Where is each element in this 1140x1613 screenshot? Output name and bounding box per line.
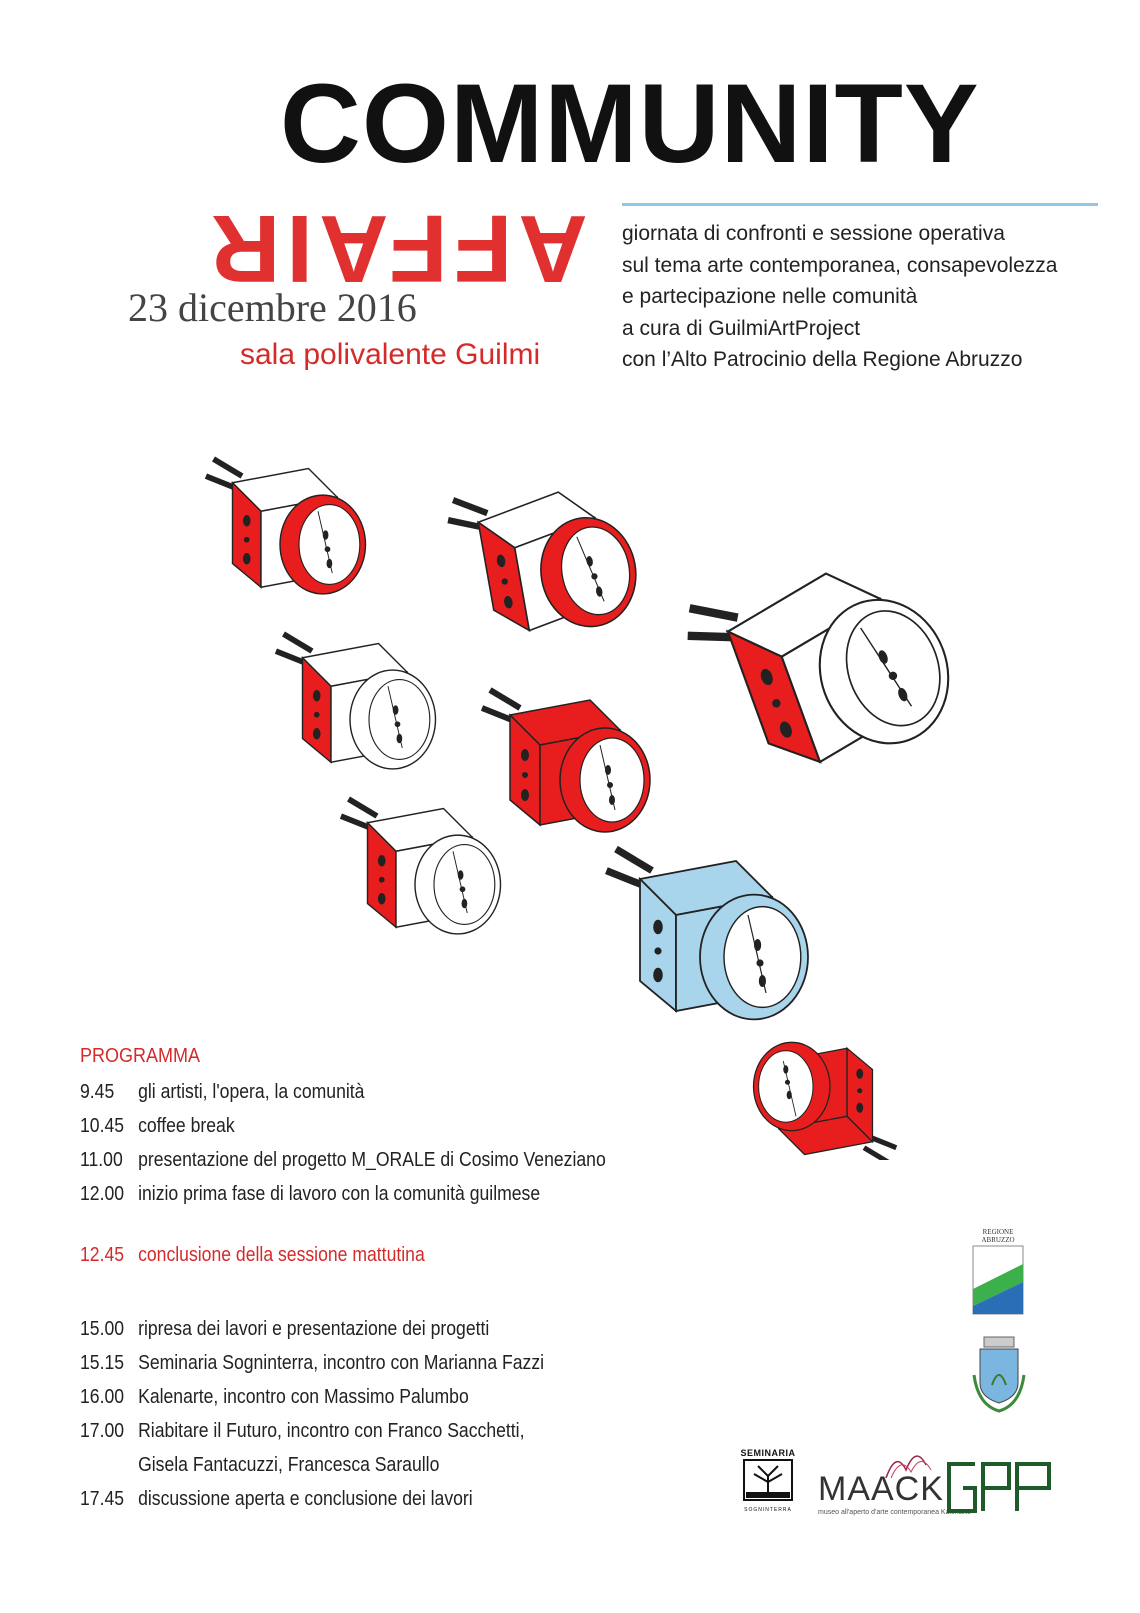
programme-item: Gisela Fantacuzzi, Francesca Saraullo [138,1454,440,1476]
programme-item: 12.00 inizio prima fase di lavoro con la comunità guilmese [80,1183,541,1205]
event-date: 23 dicembre 2016 [128,285,417,330]
comune-guilmi-crest [968,1335,1030,1420]
programme-item: 10.45 coffee break [80,1115,235,1137]
programme-item: 11.00 presentazione del progetto M_ORALE di Cosimo Veneziano [80,1149,606,1171]
mirrored-subtitle: AFFAIR [205,195,588,302]
programme-heading: PROGRAMMA [80,1045,201,1067]
event-description [622,218,1057,376]
programme-item: 17.45 discussione aperta e conclusione dei lavori [80,1488,473,1510]
divider-line [622,203,1098,206]
description-line: giornata di confronti e sessione operativa [622,222,1005,245]
regione-abruzzo-logo: REGIONE ABRUZZO [968,1228,1028,1329]
event-venue: sala polivalente Guilmi [240,338,541,371]
gap-monogram-icon [945,1460,1055,1515]
maack-swirl-icon [876,1440,936,1480]
programme-item: 9.45 gli artisti, l'opera, la comunità [80,1081,365,1103]
regione-shield-icon [968,1244,1028,1324]
municipal-crest-icon [968,1335,1030,1415]
description-line: e partecipazione nelle comunità [622,285,918,308]
programme-item: 17.00 Riabitare il Futuro, incontro con Franco Sacchetti, [80,1420,525,1442]
description-line: a cura di GuilmiArtProject [622,316,861,340]
gap-logo [945,1460,1055,1520]
description-line: sul tema arte contemporanea, consapevolezza [622,253,1058,277]
programme-break: 12.45 conclusione della sessione mattutina [80,1244,425,1266]
seminaria-logo: SEMINARIA SOGNINTERRA [740,1448,796,1513]
programme-item: 16.00 Kalenarte, incontro con Massimo Palumbo [80,1386,469,1408]
programme-item: 15.15 Seminaria Sogninterra, incontro con Marianna Fazzi [80,1352,545,1374]
seminaria-tree-icon [742,1458,794,1502]
page-title: COMMUNITY [280,61,980,186]
description-line: con l’Alto Patrocinio della Regione Abruzzo [622,348,1023,371]
programme-item: 15.00 ripresa dei lavori e presentazione dei progetti [80,1318,490,1340]
maack-logo: MAACK museo all'aperto d'arte contemporanea Kalenarte [818,1440,971,1516]
